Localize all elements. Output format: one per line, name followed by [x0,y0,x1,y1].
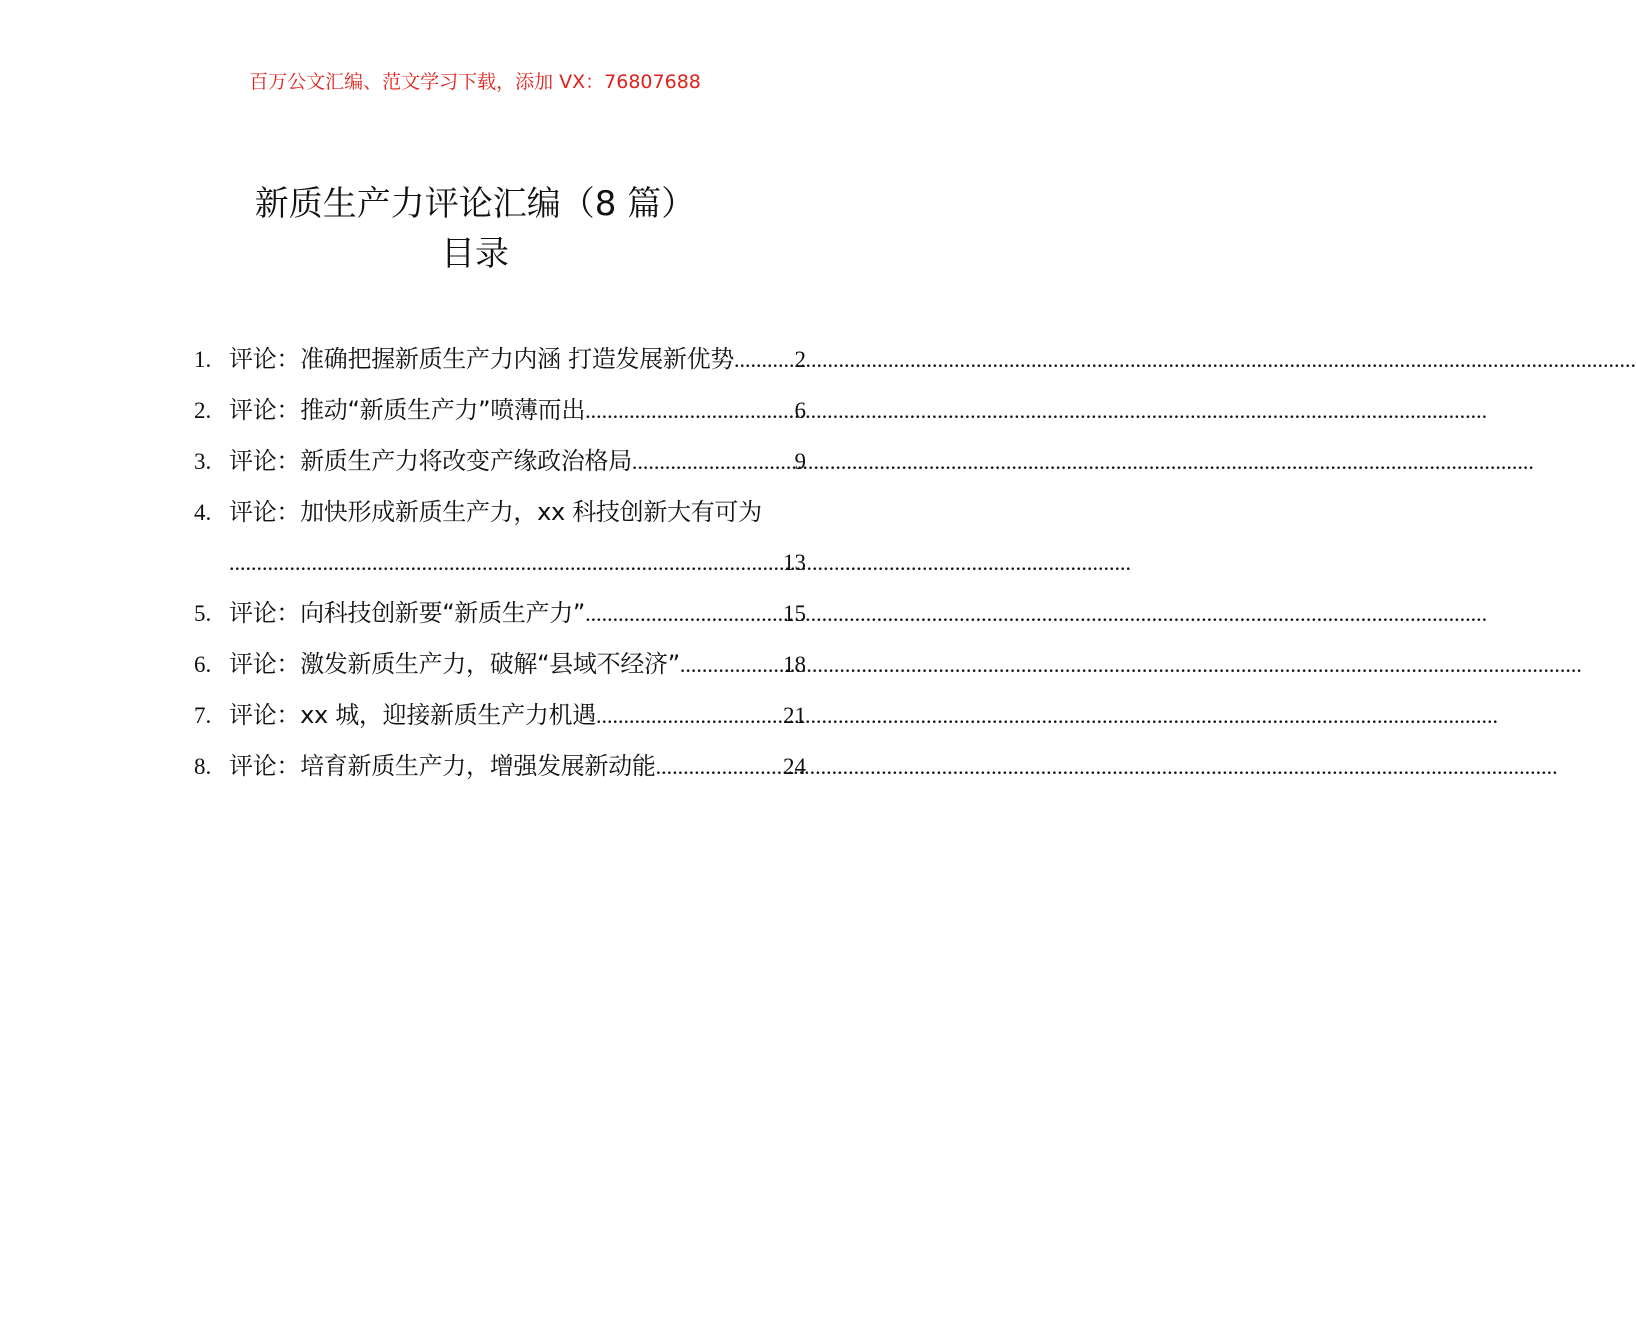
toc-entry-title: 评论：准确把握新质生产力内涵 打造发展新优势 [229,345,735,373]
toc-entry-number: 5. [194,601,212,626]
toc-entry-page: 24 [783,754,806,779]
toc-entry-5[interactable] [194,588,806,639]
toc-entry-3[interactable] [194,436,806,487]
toc-entry-page: 21 [783,703,806,728]
toc-entry-7[interactable] [194,690,806,741]
toc-entry-page: 6 [794,398,806,423]
toc-entry-number: 7. [194,703,212,728]
toc-entry-page: 9 [794,449,806,474]
toc-entry-number: 2. [194,398,212,423]
toc-entry-title: 评论：向科技创新要“新质生产力” [229,599,586,627]
toc-entry-1[interactable] [194,334,806,385]
toc-dot-leader [229,538,783,588]
toc-entry-2[interactable] [194,385,806,436]
toc-entry-title: 评论：推动“新质生产力”喷薄而出 [229,396,586,424]
toc-entry-page: 2 [794,347,806,372]
toc-dot-leader [632,437,795,487]
table-of-contents [194,334,806,792]
toc-dot-leader [656,742,783,792]
toc-dot-leader [680,640,783,690]
toc-entry-page: 18 [783,652,806,677]
toc-entry-number: 6. [194,652,212,677]
toc-entry-page: 15 [783,601,806,626]
toc-entry-title: 评论：xx 城，迎接新质生产力机遇 [229,701,596,729]
document-title: 新质生产力评论汇编（8 篇） [254,184,696,224]
header-note: 百万公文汇编、范文学习下载，添加 VX：76807688 [249,71,701,93]
toc-entry-title: 评论：激发新质生产力，破解“县域不经济” [229,650,680,678]
toc-entry-number: 4. [194,500,212,525]
toc-heading: 目录 [441,234,509,274]
toc-dot-leader [585,589,783,639]
toc-entry-title: 评论：新质生产力将改变产缘政治格局 [229,447,632,475]
toc-entry-title: 评论：培育新质生产力，增强发展新动能 [229,752,656,780]
toc-entry-6[interactable] [194,639,806,690]
toc-dot-leader [596,691,783,741]
toc-entry-number: 8. [194,754,212,779]
toc-dot-leader [585,386,794,436]
toc-entry-8[interactable] [194,741,806,792]
toc-entry-number: 1. [194,347,212,372]
toc-entry-page: 13 [783,550,806,575]
toc-entry-number: 3. [194,449,212,474]
toc-dot-leader [734,335,794,385]
toc-entry-title: 评论：加快形成新质生产力，xx 科技创新大有可为 [229,498,762,526]
toc-entry-4[interactable] [194,487,806,588]
